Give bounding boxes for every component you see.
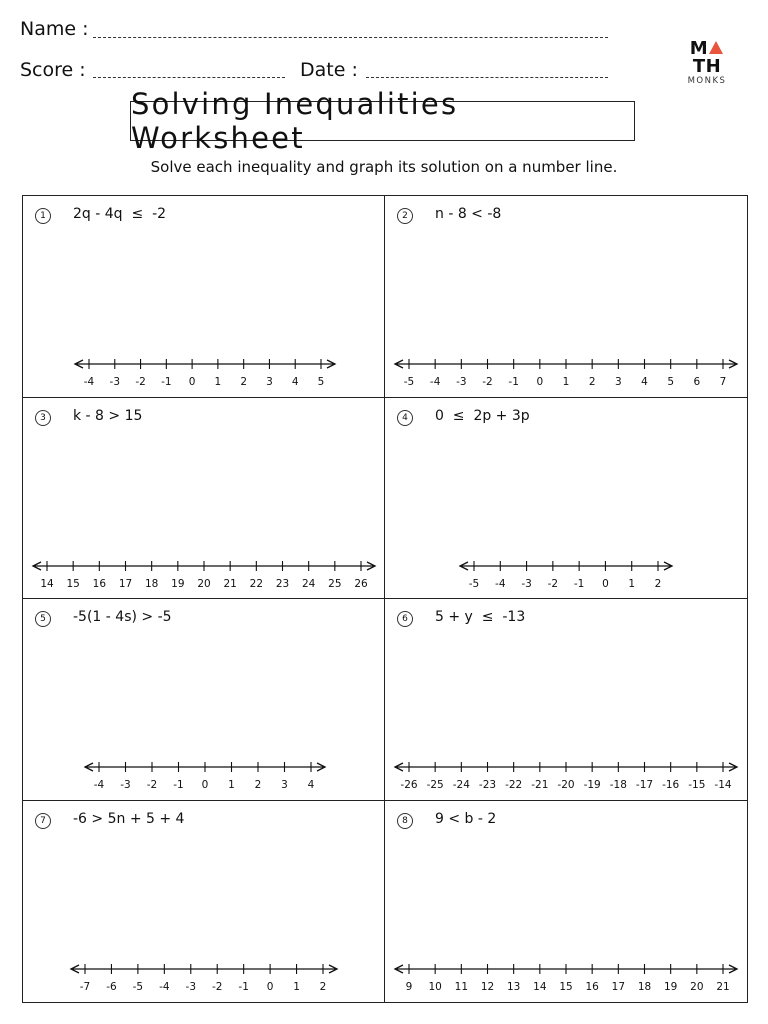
tick-label: 9 bbox=[405, 980, 413, 993]
tick-label: 2 bbox=[654, 577, 662, 590]
tick-label: 18 bbox=[637, 980, 652, 993]
tick-label: -2 bbox=[482, 376, 493, 388]
problem-number: 8 bbox=[397, 813, 413, 829]
score-label: Score : bbox=[20, 59, 86, 81]
tick-label: -21 bbox=[531, 779, 549, 791]
tick-label: 0 bbox=[602, 577, 609, 590]
tick-label: -23 bbox=[478, 779, 497, 791]
tick-label: 1 bbox=[293, 980, 300, 993]
tick-label: -5 bbox=[468, 577, 480, 590]
tick-label: 22 bbox=[249, 577, 264, 590]
tick-label: -1 bbox=[573, 577, 585, 590]
tick-label: 1 bbox=[628, 577, 636, 590]
mathmonks-logo bbox=[676, 40, 738, 86]
logo-subtitle: MONKS bbox=[687, 76, 727, 86]
name-line[interactable] bbox=[93, 37, 608, 38]
tick-label: -4 bbox=[83, 376, 95, 388]
name-label: Name : bbox=[20, 18, 89, 40]
tick-label: -5 bbox=[403, 376, 415, 388]
tick-label: 3 bbox=[266, 376, 273, 388]
tick-label: 24 bbox=[301, 577, 316, 590]
problem-equation: 5 + y ≤ -13 bbox=[435, 609, 526, 625]
problem-cell bbox=[385, 599, 747, 801]
tick-label: 1 bbox=[562, 376, 570, 388]
score-line[interactable] bbox=[93, 77, 285, 78]
tick-label: 17 bbox=[118, 577, 133, 590]
date-line[interactable] bbox=[366, 77, 608, 78]
problem-equation: 2q - 4q ≤ -2 bbox=[73, 206, 167, 222]
tick-label: 5 bbox=[667, 376, 675, 388]
number-line[interactable] bbox=[385, 558, 747, 598]
tick-label: 14 bbox=[40, 577, 54, 590]
tick-label: -18 bbox=[609, 779, 627, 791]
tick-label: 26 bbox=[354, 577, 368, 590]
tick-label: 1 bbox=[214, 376, 222, 388]
tick-label: 18 bbox=[144, 577, 159, 590]
tick-label: -15 bbox=[688, 779, 706, 791]
problem-grid bbox=[22, 195, 748, 1003]
tick-label: 2 bbox=[319, 980, 327, 993]
tick-label: 19 bbox=[171, 577, 185, 590]
tick-label: -6 bbox=[106, 980, 117, 993]
tick-label: 23 bbox=[275, 577, 290, 590]
tick-label: 12 bbox=[480, 980, 495, 993]
problem-cell bbox=[385, 196, 747, 398]
tick-label: -4 bbox=[495, 577, 506, 590]
instructions: Solve each inequality and graph its solution on a number line. bbox=[150, 158, 618, 176]
problem-number: 4 bbox=[397, 410, 413, 426]
tick-label: 0 bbox=[188, 376, 196, 388]
tick-label: -7 bbox=[79, 980, 91, 993]
tick-label: 19 bbox=[663, 980, 678, 993]
logo-letters-th: TH bbox=[692, 56, 722, 77]
tick-label: 15 bbox=[66, 577, 80, 590]
tick-label: 6 bbox=[693, 376, 701, 388]
tick-label: -2 bbox=[135, 376, 146, 388]
problem-equation: n - 8 < -8 bbox=[435, 206, 502, 222]
tick-label: 4 bbox=[641, 376, 648, 388]
logo-wordmark bbox=[676, 40, 738, 76]
number-line[interactable] bbox=[23, 356, 384, 396]
number-line[interactable] bbox=[23, 759, 384, 799]
number-line[interactable] bbox=[23, 961, 384, 1001]
tick-label: 4 bbox=[307, 779, 315, 791]
tick-label: 1 bbox=[228, 779, 235, 791]
problem-equation: -5(1 - 4s) > -5 bbox=[73, 609, 172, 625]
worksheet-title-text: Solving Inequalities Worksheet bbox=[131, 87, 459, 155]
tick-label: -24 bbox=[452, 779, 470, 791]
problem-number: 1 bbox=[35, 208, 51, 224]
number-line[interactable] bbox=[385, 356, 747, 396]
tick-label: 0 bbox=[201, 779, 209, 791]
problem-equation: 0 ≤ 2p + 3p bbox=[435, 407, 530, 424]
logo-letter-m: M bbox=[689, 38, 709, 59]
tick-label: 7 bbox=[719, 376, 727, 388]
tick-label: 0 bbox=[266, 980, 274, 993]
tick-label: -26 bbox=[400, 779, 418, 791]
tick-label: 25 bbox=[328, 577, 342, 590]
tick-label: 4 bbox=[291, 376, 299, 388]
tick-label: 16 bbox=[585, 980, 599, 993]
tick-label: 14 bbox=[533, 980, 547, 993]
tick-label: -3 bbox=[109, 376, 121, 388]
tick-label: 2 bbox=[588, 376, 596, 388]
tick-label: 11 bbox=[454, 980, 469, 993]
tick-label: 2 bbox=[254, 779, 262, 791]
tick-label: 15 bbox=[559, 980, 573, 993]
tick-label: 2 bbox=[240, 376, 248, 388]
problem-cell bbox=[385, 398, 747, 600]
tick-label: 16 bbox=[92, 577, 107, 590]
tick-label: -22 bbox=[505, 779, 523, 791]
tick-label: 10 bbox=[428, 980, 442, 993]
tick-label: -3 bbox=[185, 980, 197, 993]
tick-label: -2 bbox=[211, 980, 223, 993]
problem-number: 3 bbox=[35, 410, 51, 426]
tick-label: -4 bbox=[159, 980, 170, 993]
problem-number: 7 bbox=[35, 813, 51, 829]
tick-label: -1 bbox=[173, 779, 184, 791]
tick-label: 20 bbox=[690, 980, 704, 993]
tick-label: 21 bbox=[716, 980, 730, 993]
problem-cell bbox=[23, 801, 385, 1003]
tick-label: -4 bbox=[93, 779, 105, 791]
tick-label: -16 bbox=[662, 779, 680, 791]
tick-label: 21 bbox=[223, 577, 237, 590]
tick-label: -1 bbox=[508, 376, 519, 388]
tick-label: -2 bbox=[146, 779, 158, 791]
tick-label: -1 bbox=[161, 376, 172, 388]
logo-triangle-icon bbox=[709, 41, 723, 54]
number-line[interactable] bbox=[385, 961, 747, 1001]
tick-label: -5 bbox=[132, 980, 144, 993]
tick-label: -4 bbox=[429, 376, 441, 388]
problem-number: 2 bbox=[397, 208, 413, 224]
tick-label: 3 bbox=[281, 779, 288, 791]
problem-cell bbox=[23, 196, 385, 398]
problem-cell bbox=[23, 599, 385, 801]
tick-label: -2 bbox=[547, 577, 559, 590]
tick-label: -14 bbox=[714, 779, 732, 791]
tick-label: 13 bbox=[506, 980, 521, 993]
date-label: Date : bbox=[300, 59, 358, 81]
problem-equation: k - 8 > 15 bbox=[73, 407, 143, 424]
tick-label: -25 bbox=[426, 779, 444, 791]
number-line[interactable] bbox=[23, 558, 384, 598]
problem-cell bbox=[23, 398, 385, 600]
tick-label: -3 bbox=[456, 376, 467, 388]
problem-cell bbox=[385, 801, 747, 1003]
problem-equation: -6 > 5n + 5 + 4 bbox=[73, 810, 185, 827]
tick-label: -3 bbox=[521, 577, 532, 590]
tick-label: -3 bbox=[120, 779, 131, 791]
tick-label: -20 bbox=[557, 779, 575, 791]
number-line[interactable] bbox=[385, 759, 747, 799]
tick-label: 17 bbox=[611, 980, 626, 993]
tick-label: -19 bbox=[583, 779, 601, 791]
tick-label: -17 bbox=[635, 779, 654, 791]
tick-label: -1 bbox=[238, 980, 249, 993]
worksheet-title bbox=[130, 87, 635, 155]
tick-label: 3 bbox=[614, 376, 622, 388]
problem-equation: 9 < b - 2 bbox=[435, 810, 497, 827]
problem-number: 6 bbox=[397, 611, 413, 627]
tick-label: 20 bbox=[197, 577, 211, 590]
tick-label: 0 bbox=[536, 376, 544, 388]
tick-label: 5 bbox=[317, 376, 325, 388]
problem-number: 5 bbox=[35, 611, 51, 627]
